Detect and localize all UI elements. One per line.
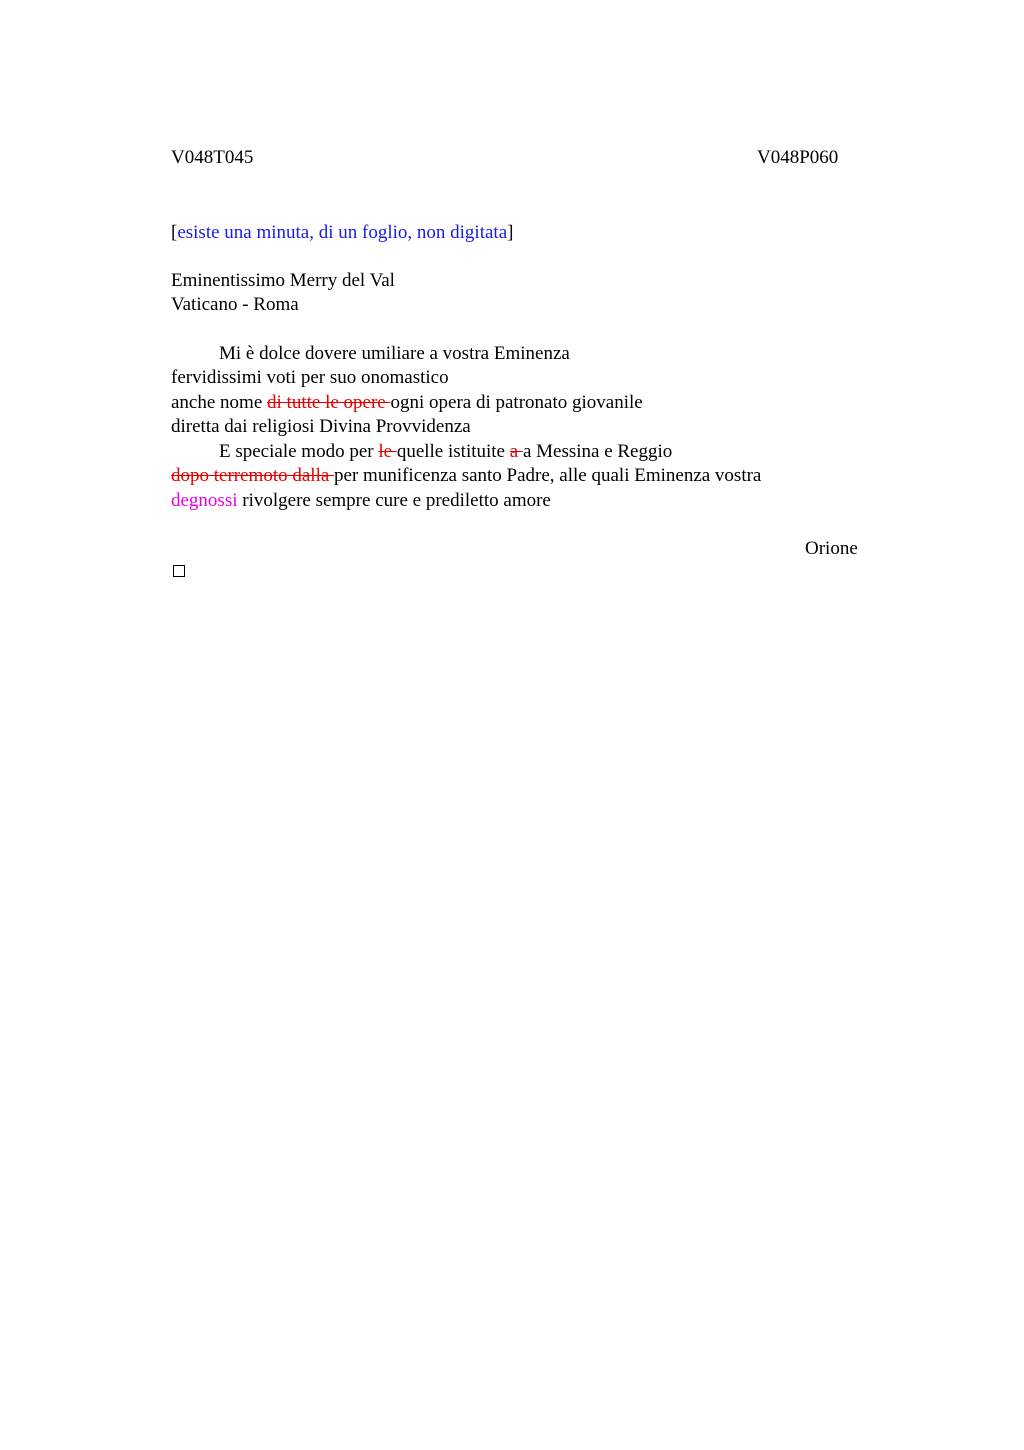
body-text: anche nome [171,392,268,413]
note-open-bracket: [ [171,222,178,243]
address-line-1: Eminentissimo Merry del Val [171,270,395,291]
body-text: Mi è dolce dovere umiliare a vostra Eminenza [219,343,570,364]
deleted-text: dopo terremoto dalla [171,465,335,486]
body-line-4: diretta dai religiosi Divina Provvidenza [171,416,471,437]
address-line-2: Vaticano - Roma [171,294,299,315]
body-text: rivolgere sempre cure e prediletto amore [237,490,551,511]
header-right-code: V048P060 [757,147,839,168]
added-text: degnossi [171,490,238,511]
body-line-5 [171,440,672,464]
square-outline-icon [173,565,185,577]
body-line-6 [171,464,761,488]
signature: Orione [805,538,858,559]
body-line-1 [171,342,570,366]
deleted-text: a [509,441,523,462]
body-text: ogni opera di patronato giovanile [390,392,643,413]
body-text: E speciale modo per [219,441,379,462]
note-text: esiste una minuta, di un foglio, non digitata [177,222,508,243]
deleted-text: di tutte le opere [267,392,391,413]
body-line-2: fervidissimi voti per suo onomastico [171,367,449,388]
editor-note [171,221,513,245]
body-line-7 [171,489,551,513]
body-text: a Messina e Reggio [522,441,673,462]
deleted-text: le [378,441,397,462]
body-text: per munificenza santo Padre, alle quali Eminenza vostra [334,465,762,486]
body-line-3 [171,391,643,415]
body-text: quelle istituite [396,441,510,462]
header-left-code: V048T045 [171,147,254,168]
note-close-bracket: ] [507,222,514,243]
